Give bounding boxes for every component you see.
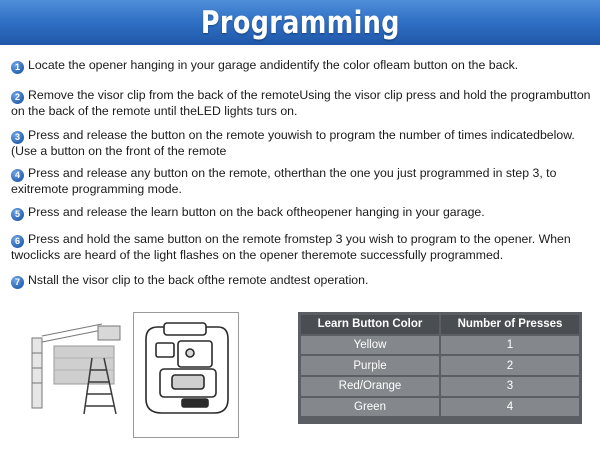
step-number-badge: 6 [11,235,24,248]
table-header-cell: Learn Button Color [301,315,439,334]
table-cell: 3 [441,377,579,396]
table-cell: 2 [441,356,579,375]
table-cell: 4 [441,398,579,417]
step-text: Locate the opener hanging in your garage andidentify the color ofleam button on the back. [28,58,519,72]
step-number-badge: 4 [11,169,24,182]
step-5 [11,205,591,221]
table-cell: Green [301,398,439,417]
garage-opener-illustration [12,318,138,418]
table-header-cell: Number of Presses [441,315,579,334]
step-2 [11,88,591,119]
step-3 [11,128,591,159]
opener-closeup-illustration [133,312,239,438]
table-header-row [301,315,579,334]
opener-unit-icon [134,313,238,437]
step-text: Remove the visor clip from the back of the remoteUsing the visor clip press and hold the programbutton on the back of the remote until theLED lights turs on. [11,88,591,118]
table-row [301,398,579,417]
step-4 [11,166,591,197]
step-6 [11,232,591,263]
table-cell: Yellow [301,336,439,355]
step-number-badge: 5 [11,208,24,221]
page-title: Programming [200,4,400,41]
step-number-badge: 7 [11,276,24,289]
step-text: Press and release the button on the remote youwish to program the number of times indicatedbelow.(Use a button on the front of the remote [11,128,575,158]
page-header [0,0,600,45]
step-text: Press and hold the same button on the remote fromstep 3 you wish to program to the opener. When twoclicks are heard of the light flashes on the opener theremote successfully programmed. [11,232,571,262]
step-7 [11,273,591,289]
step-text: Press and release any button on the remote, otherthan the one you just programmed in step 3, to exitremote programming mode. [11,166,557,196]
table-row [301,336,579,355]
step-number-badge: 1 [11,61,24,74]
table-row [301,356,579,375]
step-number-badge: 2 [11,91,24,104]
step-text: Nstall the visor clip to the back ofthe remote andtest operation. [28,273,369,287]
step-number-badge: 3 [11,131,24,144]
step-1 [11,58,591,74]
table-cell: Purple [301,356,439,375]
table-cell: Red/Orange [301,377,439,396]
learn-button-table [298,312,582,424]
step-text: Press and release the learn button on the back oftheopener hanging in your garage. [28,205,485,219]
table-cell: 1 [441,336,579,355]
table-row [301,377,579,396]
